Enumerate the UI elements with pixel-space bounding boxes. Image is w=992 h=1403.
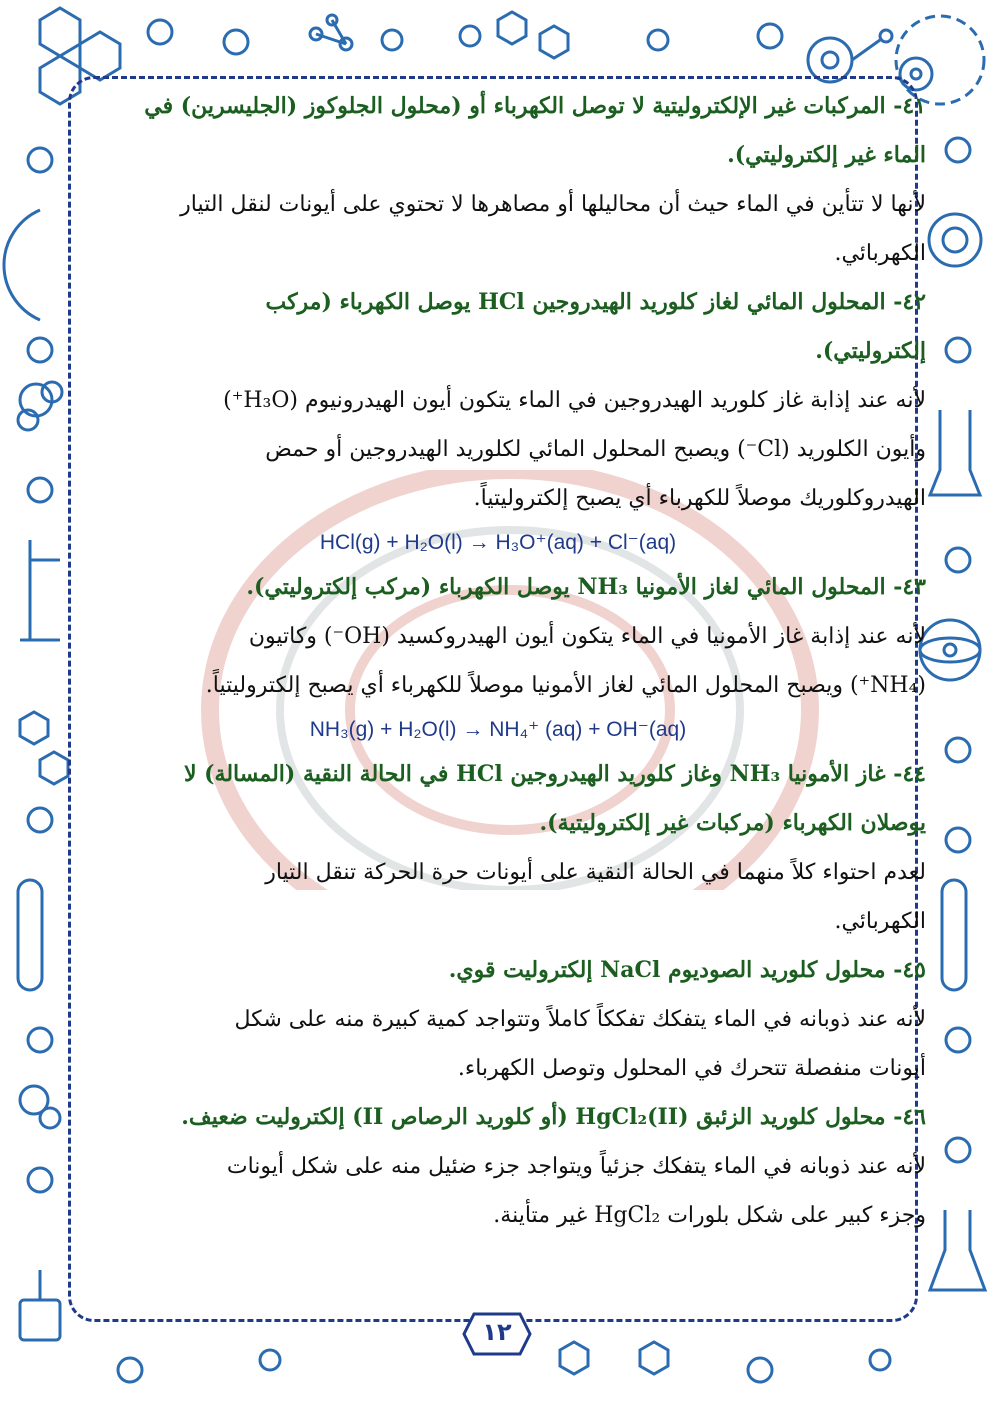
atom-icon bbox=[18, 382, 62, 430]
point-42-explanation-end: الهيدروكلوريك موصلاً للكهرباء أي يصبح إلكتروليتياً. bbox=[473, 486, 926, 511]
hexagon-molecule-icon bbox=[40, 8, 80, 56]
point-46-explanation-cont: وجزء كبير على شكل بلورات HgCl₂ غير متأينة. bbox=[493, 1203, 926, 1228]
point-43-explanation-cont: (NH₄⁺) ويصبح المحلول المائي لغاز الأمونيا موصلاً للكهرباء أي يصبح إلكتروليتياً. bbox=[205, 673, 926, 698]
point-45-heading: ٤٥- محلول كلوريد الصوديوم NaCl إلكتروليت قوي. bbox=[448, 957, 926, 983]
lab-stand-icon bbox=[20, 540, 60, 640]
cycle-arrow-icon bbox=[4, 210, 40, 320]
point-44-explanation-cont: الكهربائي. bbox=[834, 909, 926, 934]
point-42-heading-cont: إلكتروليتي). bbox=[815, 338, 926, 364]
page-number: ١٢ bbox=[482, 1318, 512, 1346]
molecule-icon bbox=[808, 30, 892, 82]
point-46-explanation: لأنه عند ذوبانه في الماء يتفكك جزئياً ويتواجد جزء ضئيل منه على شكل أيونات bbox=[226, 1154, 926, 1179]
beaker-icon bbox=[930, 410, 980, 495]
point-42-heading: ٤٢- المحلول المائي لغاز كلوريد الهيدروجين HCl يوصل الكهرباء (مركب bbox=[265, 289, 926, 315]
point-46-heading: ٤٦- محلول كلوريد الزئبق HgCl₂(II) (أو كلوريد الرصاص II) إلكتروليت ضعيف. bbox=[181, 1104, 926, 1130]
test-tube-icon bbox=[18, 880, 42, 990]
point-41-heading-cont: الماء غير إلكتروليتي). bbox=[727, 142, 926, 168]
point-44-explanation: لعدم احتواء كلاً منهما في الحالة النقية على أيونات حرة الحركة تنقل التيار bbox=[265, 860, 926, 885]
equation-nh3: NH₃(g) + H₂O(l) → NH₄⁺ (aq) + OH⁻(aq) bbox=[309, 718, 687, 741]
gear-icon bbox=[929, 214, 981, 266]
molecule-icon bbox=[20, 712, 68, 784]
point-42-explanation-cont: وأيون الكلوريد (Cl⁻) ويصبح المحلول المائي لكلوريد الهيدروجين أو حمض bbox=[265, 437, 926, 462]
point-42-explanation: لأنه عند إذابة غاز كلوريد الهيدروجين في الماء يتكون أيون الهيدرونيوم (H₃O⁺) bbox=[223, 388, 926, 413]
equation-hcl: HCl(g) + H₂O(l) → H₃O⁺(aq) + Cl⁻(aq) bbox=[319, 531, 677, 554]
molecule-icon bbox=[310, 15, 352, 50]
bubbles-icon bbox=[20, 1086, 60, 1128]
point-45-explanation-cont: أيونات منفصلة تتحرك في المحلول وتوصل الكهرباء. bbox=[457, 1056, 926, 1081]
flask-icon bbox=[930, 1210, 985, 1290]
point-43-explanation: لأنه عند إذابة غاز الأمونيا في الماء يتكون أيون الهيدروكسيد (OH⁻) وكاتيون bbox=[248, 624, 926, 649]
page-content bbox=[70, 82, 926, 1240]
point-41-heading: ٤١- المركبات غير الإلكتروليتية لا توصل الكهرباء أو (محلول الجلوكوز (الجليسرين) في bbox=[144, 93, 926, 119]
circle-icon bbox=[148, 20, 172, 44]
point-44-heading: ٤٤- غاز الأمونيا NH₃ وغاز كلوريد الهيدروجين HCl في الحالة النقية (المسالة) لا bbox=[183, 761, 926, 787]
atom-icon bbox=[920, 620, 980, 680]
point-44-heading-cont: يوصلان الكهرباء (مركبات غير إلكتروليتية). bbox=[539, 810, 926, 836]
point-45-explanation: لأنه عند ذوبانه في الماء يتفكك تفككاً كاملاً وتتواجد كمية كبيرة منه على شكل bbox=[234, 1007, 926, 1032]
point-41-explanation: لأنها لا تتأين في الماء حيث أن محاليلها أو مصاهرها لا تحتوي على أيونات لنقل التيار bbox=[180, 192, 926, 217]
point-43-heading: ٤٣- المحلول المائي لغاز الأمونيا NH₃ يوصل الكهرباء (مركب إلكتروليتي). bbox=[246, 574, 926, 600]
burner-icon bbox=[20, 1270, 60, 1340]
test-tube-icon bbox=[942, 880, 966, 990]
point-41-explanation-cont: الكهربائي. bbox=[834, 241, 926, 266]
